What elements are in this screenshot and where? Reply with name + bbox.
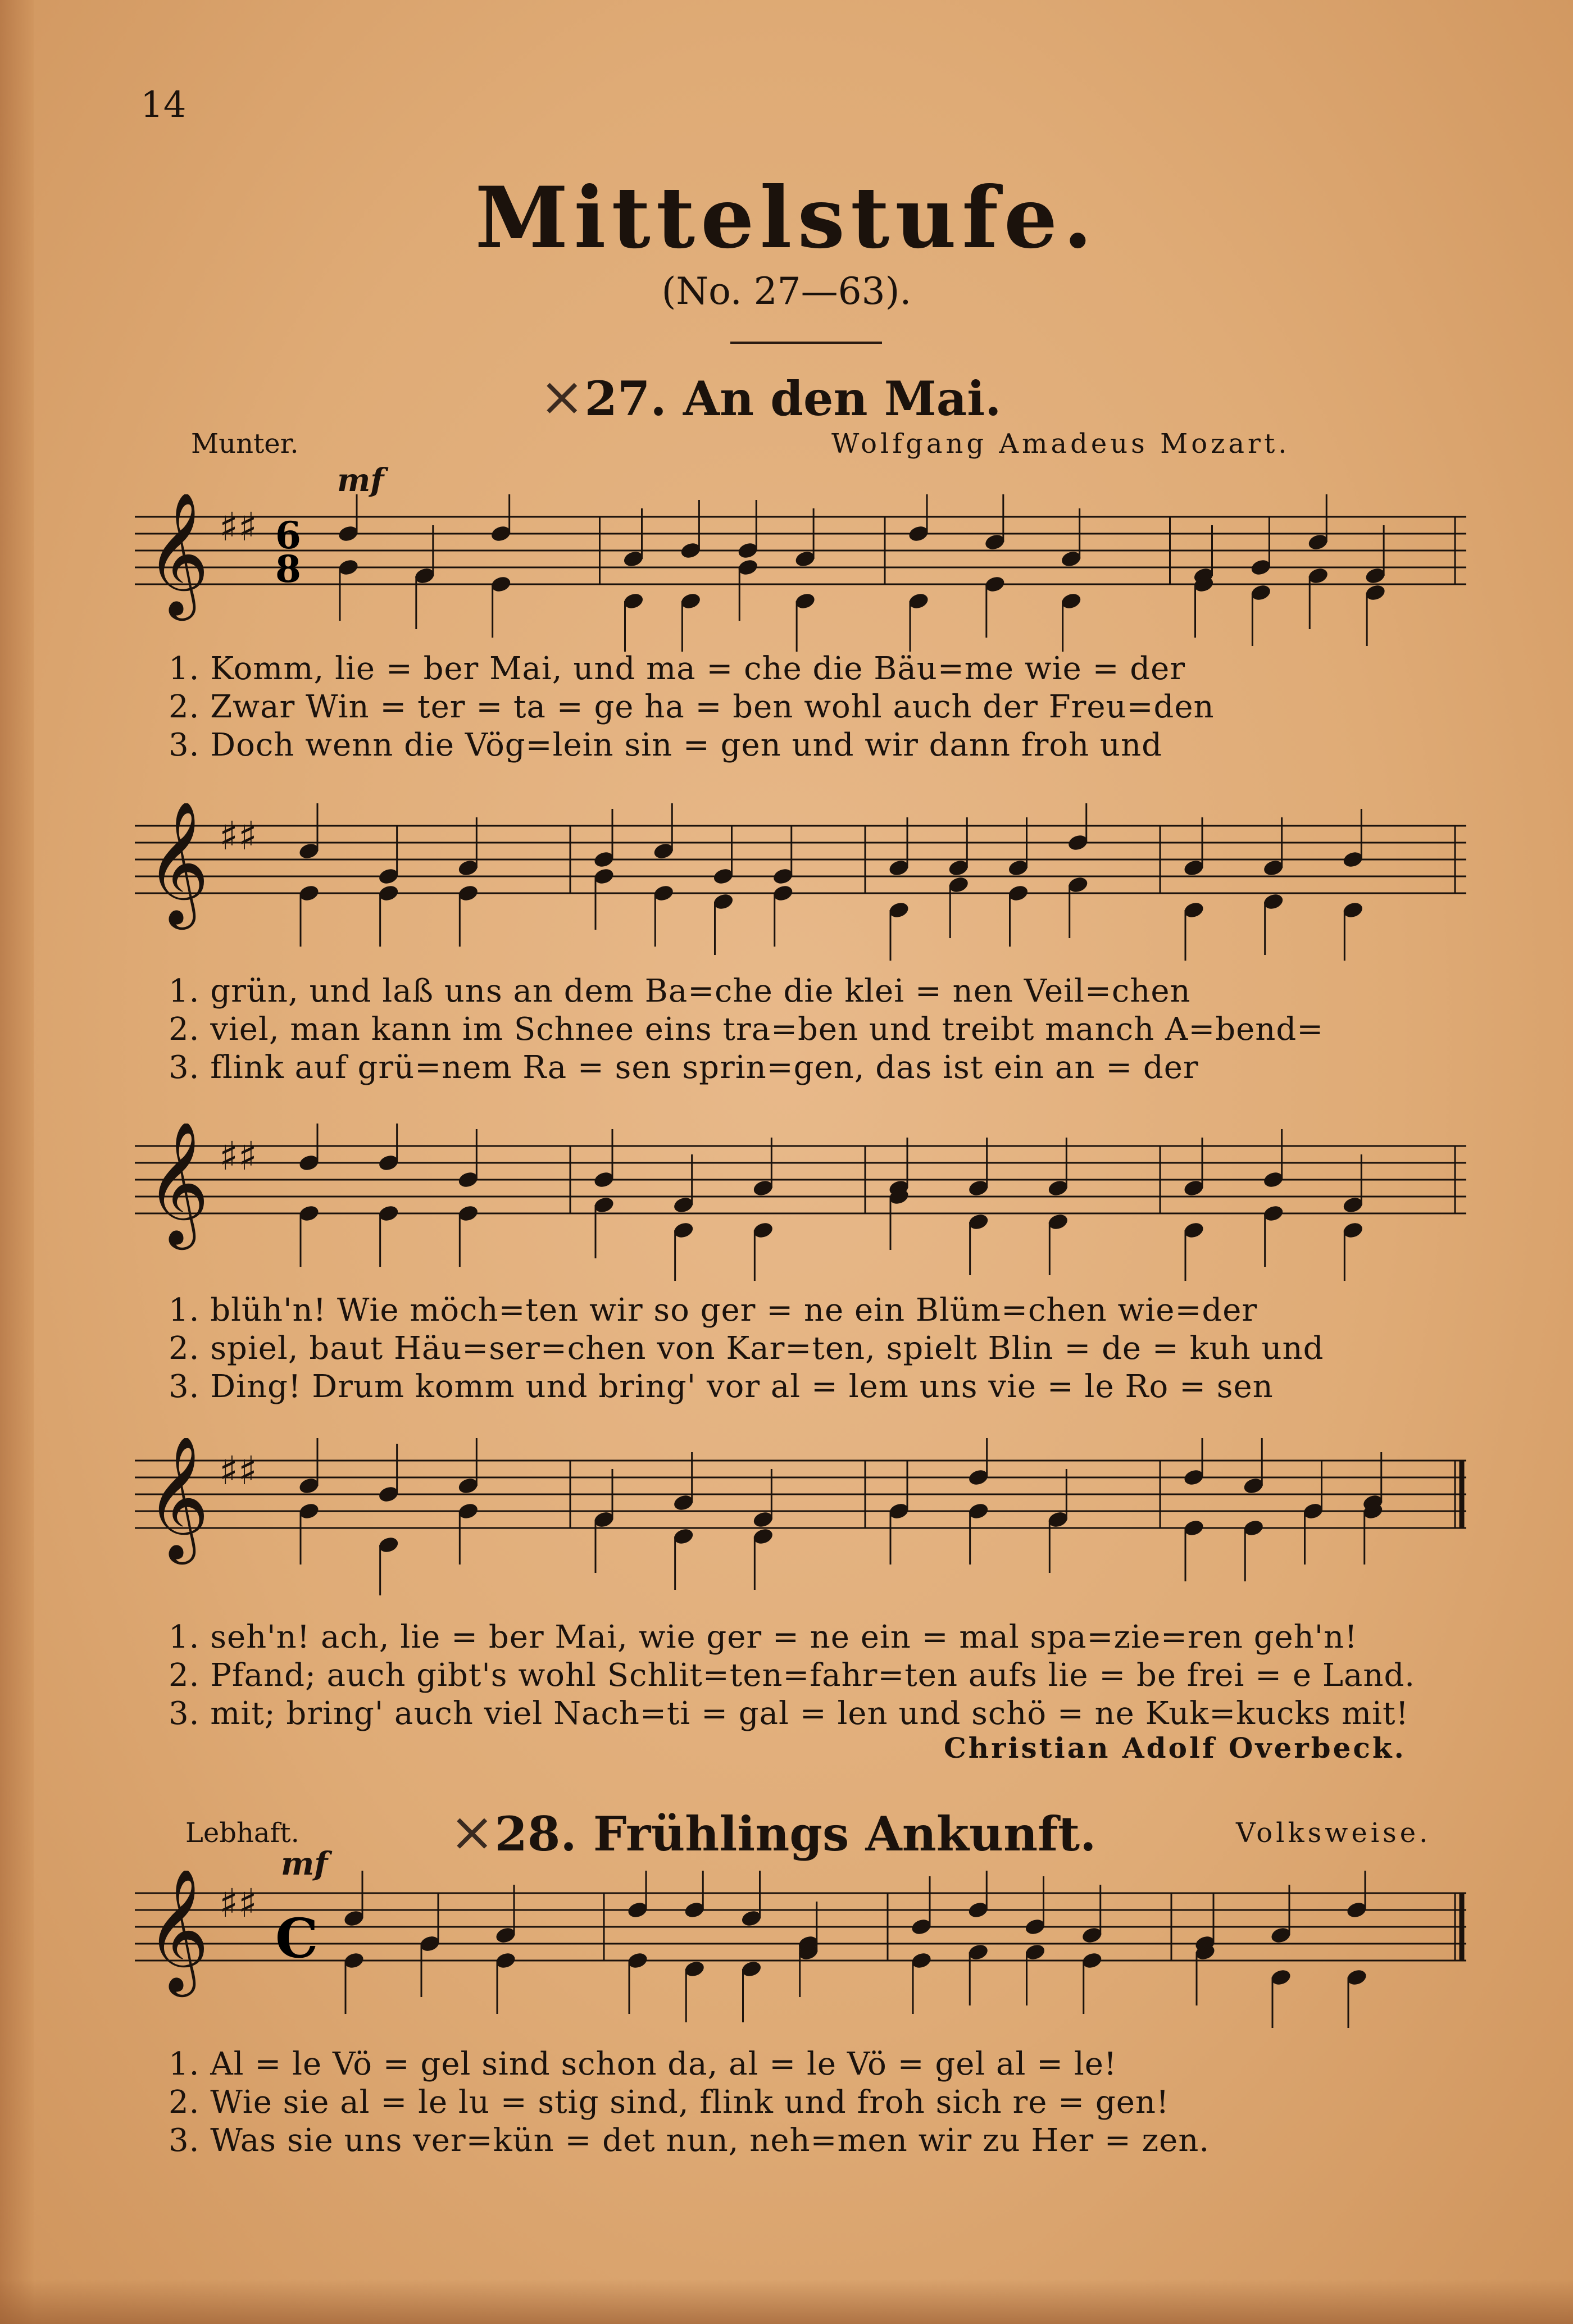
music-staff [135,803,1466,961]
staff-lines [135,1438,1466,1595]
staff-lines [135,803,1466,961]
music-staff [135,1438,1466,1595]
composer: Volksweise. [1236,1817,1431,1849]
poet-credit: Christian Adolf Overbeck. [944,1731,1406,1764]
key-signature-icon: ♯♯ [219,1133,257,1179]
lyric-line: 2. Wie sie al = le lu = stig sind, flink und froh sich re = gen! [169,2084,1170,2121]
song-title [449,1800,1096,1863]
treble-clef-icon: 𝄞 [146,494,210,615]
lyric-line: 3. flink auf grü=nem Ra = sen sprin=gen, das ist ein an = der [169,1049,1199,1086]
music-staff [135,1871,1466,2028]
staff-lines [135,1871,1466,2028]
treble-clef-icon: 𝄞 [146,803,210,924]
treble-clef-icon: 𝄞 [146,1438,210,1559]
song-title [539,365,1001,428]
time-signature-icon: 6 [275,513,301,557]
song-title-text: 28. Frühlings Ankunft. [494,1806,1097,1862]
page-number: 14 [140,84,187,126]
lyric-line: 1. seh'n! ach, lie = ber Mai, wie ger = ne ein = mal spa=zie=ren geh'n! [169,1619,1358,1656]
music-staff [135,1124,1466,1281]
dynamic-marking: mf [337,462,384,499]
treble-clef-icon: 𝄞 [146,1871,210,1991]
common-time-icon: C [275,1907,319,1970]
section-subtitle: (No. 27—63). [661,270,912,313]
lyric-line: 3. mit; bring' auch viel Nach=ti = gal = len und schö = ne Kuk=kucks mit! [169,1695,1409,1732]
lyric-line: 2. Zwar Win = ter = ta = ge ha = ben wohl auch der Freu=den [169,689,1215,725]
page-shadow-bottom [0,2279,1573,2324]
page-shadow-left [0,0,34,2324]
lyric-line: 2. Pfand; auch gibt's wohl Schlit=ten=fahr=ten aufs lie = be frei = e Land. [169,1657,1416,1694]
treble-clef-icon: 𝄞 [146,1124,210,1244]
composer: Wolfgang Amadeus Mozart. [831,428,1290,460]
music-staff [135,494,1466,652]
lyric-line: 1. Komm, lie = ber Mai, und ma = che die Bäu=me wie = der [169,651,1186,687]
lyric-line: 2. viel, man kann im Schnee eins tra=ben und treibt manch A=bend= [169,1011,1324,1048]
key-signature-icon: ♯♯ [219,504,257,550]
lyric-line: 1. blüh'n! Wie möch=ten wir so ger = ne ein Blüm=chen wie=der [169,1292,1258,1329]
key-signature-icon: ♯♯ [219,813,257,859]
lyric-line: 3. Doch wenn die Vög=lein sin = gen und wir dann froh und [169,727,1162,763]
lyric-line: 2. spiel, baut Häu=ser=chen von Kar=ten, spielt Blin = de = kuh und [169,1330,1324,1367]
pencil-cross-mark: × [539,365,585,428]
tempo-marking: Munter. [191,428,299,460]
lyric-line: 1. grün, und laß uns an dem Ba=che die klei = nen Veil=chen [169,973,1191,1009]
staff-lines [135,1124,1466,1281]
lyric-line: 1. Al = le Vö = gel sind schon da, al = le Vö = gel al = le! [169,2046,1117,2082]
lyric-line: 3. Ding! Drum komm und bring' vor al = lem uns vie = le Ro = sen [169,1368,1274,1405]
key-signature-icon: ♯♯ [219,1880,257,1926]
time-signature-icon: 8 [275,547,301,591]
pencil-cross-mark: × [449,1800,495,1863]
key-signature-icon: ♯♯ [219,1448,257,1494]
dynamic-marking: mf [281,1845,328,1882]
staff-lines [135,494,1466,652]
song-title-text: 27. An den Mai. [584,371,1002,426]
section-title: Mittelstufe. [475,169,1098,267]
title-divider [730,342,882,344]
lyric-line: 3. Was sie uns ver=kün = det nun, neh=men wir zu Her = zen. [169,2122,1210,2159]
tempo-marking: Lebhaft. [185,1817,299,1849]
